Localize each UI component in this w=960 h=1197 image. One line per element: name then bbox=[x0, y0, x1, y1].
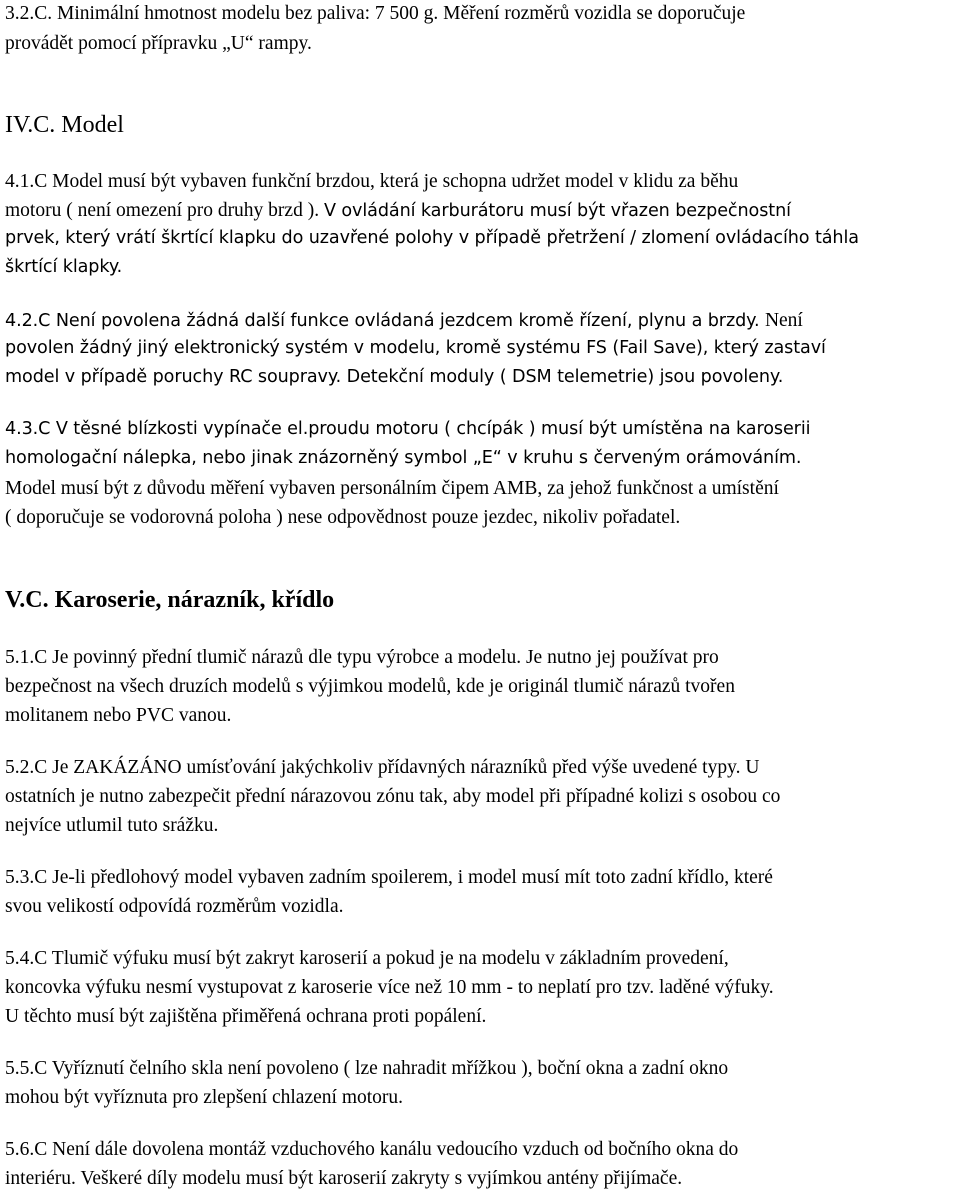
text-line: molitanem nebo PVC vanou. bbox=[5, 705, 232, 726]
text-line: 5.6.C Není dále dovolena montáž vzduchového kanálu vedoucího vzduch od bočního okna do bbox=[5, 1139, 739, 1160]
text-line: model v případě poruchy RC soupravy. Detekční moduly ( DSM telemetrie) jsou povoleny. bbox=[5, 367, 784, 387]
text-line: U těchto musí být zajištěna přiměřená ochrana proti popálení. bbox=[5, 1006, 487, 1027]
text-line: 5.3.C Je-li předlohový model vybaven zadním spoilerem, i model musí mít toto zadní křídlo, které bbox=[5, 867, 773, 888]
text-line: 4.1.C Model musí být vybaven funkční brzdou, která je schopna udržet model v klidu za běhu bbox=[5, 171, 739, 192]
text-segment-serif: Není bbox=[764, 310, 803, 331]
text-line: 3.2.C. Minimální hmotnost modelu bez paliva: 7 500 g. Měření rozměrů vozidla se doporučuje bbox=[5, 3, 746, 24]
text-line-mixed bbox=[5, 311, 803, 331]
text-segment-sans: 4.2.C Není povolena žádná další funkce ovládaná jezdcem kromě řízení, plynu a brzdy. bbox=[5, 311, 765, 331]
section-heading-iv-c: IV.C. Model bbox=[5, 112, 124, 138]
text-line: koncovka výfuku nesmí vystupovat z karoserie více než 10 mm - to neplatí pro tzv. laděné výfuky. bbox=[5, 977, 774, 998]
text-line: nejvíce utlumil tuto srážku. bbox=[5, 815, 219, 836]
text-line: svou velikostí odpovídá rozměrům vozidla. bbox=[5, 896, 344, 917]
text-line: škrtící klapky. bbox=[5, 257, 123, 277]
text-line: homologační nálepka, nebo jinak znázorněný symbol „E“ v kruhu s červeným orámováním. bbox=[5, 448, 802, 468]
text-line: mohou být vyříznuta pro zlepšení chlazení motoru. bbox=[5, 1087, 404, 1108]
text-segment-serif: motoru ( není omezení pro druhy brzd ). bbox=[5, 200, 324, 221]
text-line: interiéru. Veškeré díly modelu musí být karoserií zakryty s vyjímkou antény přijímače. bbox=[5, 1168, 683, 1189]
text-line-mixed bbox=[5, 201, 791, 221]
text-line: Model musí být z důvodu měření vybaven personálním čipem AMB, za jehož funkčnost a umístění bbox=[5, 478, 779, 499]
text-line: povolen žádný jiný elektronický systém v modelu, kromě systému FS (Fail Save), který zastaví bbox=[5, 338, 826, 358]
text-line: ( doporučuje se vodorovná poloha ) nese odpovědnost pouze jezdec, nikoliv pořadatel. bbox=[5, 507, 681, 528]
text-line: 4.3.C V těsné blízkosti vypínače el.proudu motoru ( chcípák ) musí být umístěna na karoserii bbox=[5, 419, 811, 439]
text-line: provádět pomocí přípravku „U“ rampy. bbox=[5, 33, 312, 54]
text-segment-sans: V ovládání karburátoru musí být vřazen bezpečnostní bbox=[323, 201, 791, 221]
text-line: 5.4.C Tlumič výfuku musí být zakryt karoserií a pokud je na modelu v základním provedení, bbox=[5, 948, 729, 969]
text-line: 5.5.C Vyříznutí čelního skla není povoleno ( lze nahradit mřížkou ), boční okna a zadní okno bbox=[5, 1058, 729, 1079]
text-line: 5.1.C Je povinný přední tlumič nárazů dle typu výrobce a modelu. Je nutno jej používat pro bbox=[5, 647, 719, 668]
text-line: ostatních je nutno zabezpečit přední nárazovou zónu tak, aby model při případné kolizi s osobou co bbox=[5, 786, 781, 807]
text-line: prvek, který vrátí škrtící klapku do uzavřené polohy v případě přetržení / zlomení ovládacího táhla bbox=[5, 228, 859, 248]
section-heading-v-c: V.C. Karoserie, nárazník, křídlo bbox=[5, 587, 335, 613]
text-line: 5.2.C Je ZAKÁZÁNO umísťování jakýchkoliv přídavných nárazníků před výše uvedené typy. U bbox=[5, 757, 760, 778]
text-line: bezpečnost na všech druzích modelů s výjimkou modelů, kde je originál tlumič nárazů tvořen bbox=[5, 676, 735, 697]
